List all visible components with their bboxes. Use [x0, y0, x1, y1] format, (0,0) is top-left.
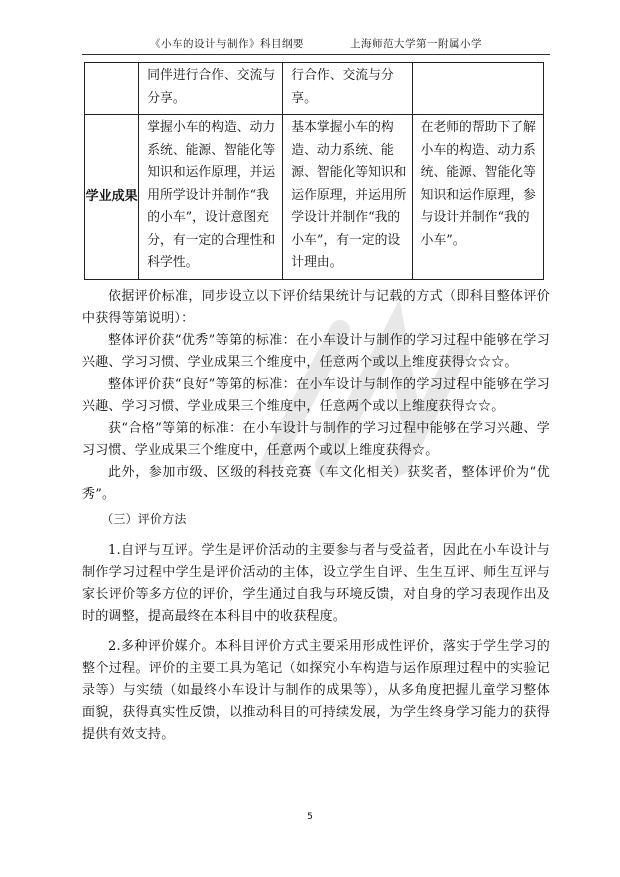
table-cell: 同伴进行合作、交流与分享。 — [139, 63, 283, 115]
table-cell-empty-label — [85, 63, 139, 115]
table-cell: 基本掌握小车的构造、动力系统、能源、智能化等知识和运作原理，并运用所学设计并制作“我的小车”，有一定的设计理由。 — [283, 115, 412, 280]
table-row — [85, 115, 544, 280]
page-number: 5 — [307, 812, 313, 822]
evaluation-table — [84, 62, 544, 280]
table-cell — [412, 63, 543, 115]
paragraph-pass-standard: 获“合格”等第的标准：在小车设计与制作的学习过程中能够在学习兴趣、学习习惯、学业成果三个维度中，任意两个或以上维度获得☆。 — [82, 421, 550, 458]
row-label-academic-results: 学业成果 — [85, 115, 139, 280]
document-title: 《小车的设计与制作》科目纲要 — [150, 38, 304, 50]
section-title-evaluation-methods: （三）评价方法 — [101, 512, 187, 526]
paragraph-method-1: 1.自评与互评。学生是评价活动的主要参与者与受益者，因此在小车设计与制作学习过程中学生是评价活动的主体，设立学生自评、生生互评、师生互评与家长评价等多方位的评价，学生通过自我与环境反馈，对自身的学习表现作出及时的调整，提高最终在本科目中的收获程度。 — [82, 543, 550, 624]
paragraph-method-2: 2.多种评价媒介。本科目评价方式主要采用形成性评价，落实于学生学习的整个过程。评价的主要工具为笔记（如探究小车构造与运作原理过程中的实验记录等）与实绩（如最终小车设计与制作的成果等），从多角度把握儿童学习整体面貌，获得真实性反馈，以推动科目的可持续发展，为学生终身学习能力的获得提供有效支持。 — [82, 639, 550, 742]
paragraph-award: 此外，参加市级、区级的科技竞赛（车文化相关）获奖者，整体评价为“优秀”。 — [82, 465, 550, 502]
page-header — [82, 36, 550, 51]
paragraph-good-standard: 整体评价获“良好”等第的标准：在小车设计与制作的学习过程中能够在学习兴趣、学习习惯、学业成果三个维度中，任意两个或以上维度获得☆☆。 — [82, 377, 550, 414]
grading-explanation — [82, 286, 550, 746]
paragraph-excellent-standard: 整体评价获“优秀”等第的标准：在小车设计与制作的学习过程中能够在学习兴趣、学习习惯、学业成果三个维度中，任意两个或以上维度获得☆☆☆。 — [82, 333, 550, 370]
table-cell: 行合作、交流与分享。 — [283, 63, 412, 115]
table-cell: 在老师的帮助下了解小车的构造、动力系统、能源、智能化等知识和运作原理，参与设计并制作“我的小车”。 — [412, 115, 543, 280]
table-row — [85, 63, 544, 115]
school-name: 上海师范大学第一附属小学 — [350, 38, 482, 50]
header-divider — [82, 54, 550, 55]
paragraph-intro: 依据评价标准，同步设立以下评价结果统计与记载的方式（即科目整体评价中获得等第说明）： — [82, 289, 550, 326]
table-cell: 掌握小车的构造、动力系统、能源、智能化等知识和运作原理，并运用所学设计并制作“我的小车”，设计意图充分，有一定的合理性和科学性。 — [139, 115, 283, 280]
